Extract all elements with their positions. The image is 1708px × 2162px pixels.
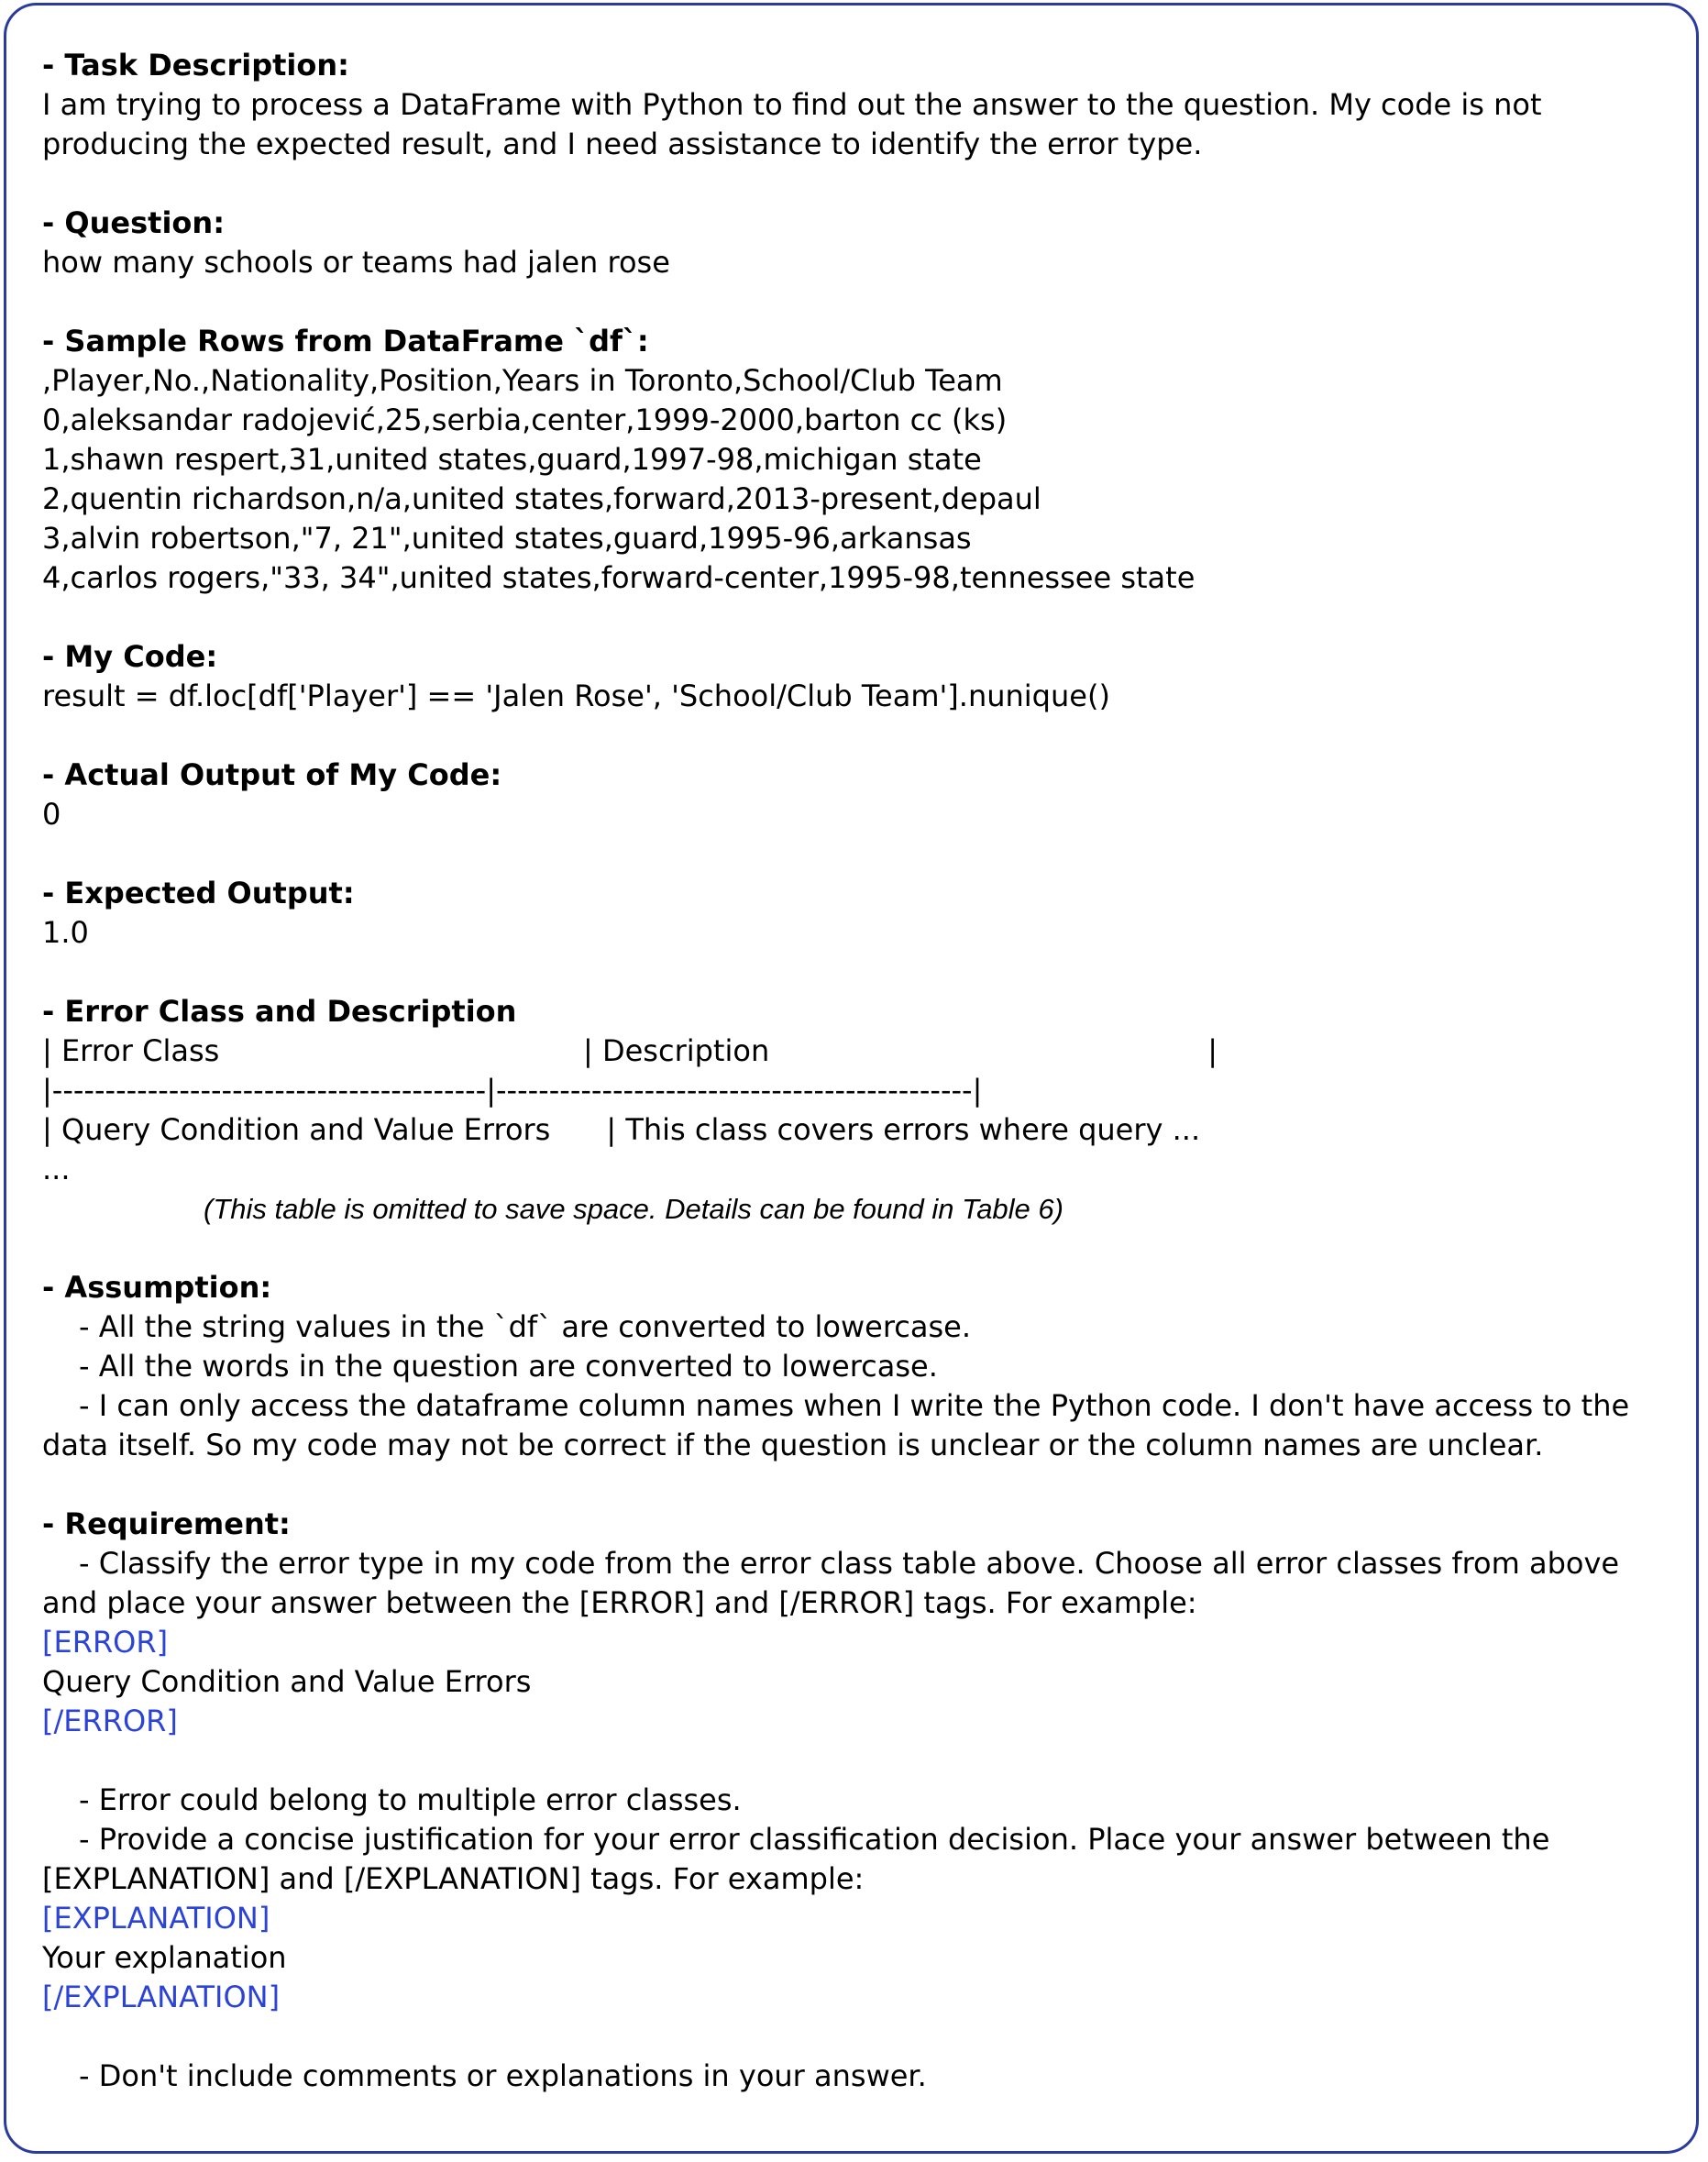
sample-row: 2,quentin richardson,n/a,united states,forward,2013-present,depaul [42,481,1041,516]
error-example: Query Condition and Value Errors [42,1664,532,1699]
explanation-example: Your explanation [42,1940,287,1975]
error-table-line: | Query Condition and Value Errors | This class covers errors where query ... [42,1112,1201,1147]
error-table-note: (This table is omitted to save space. Details can be found in Table 6) [204,1193,1063,1225]
error-table-line: ... [42,1152,71,1186]
requirement-item: - Error could belong to multiple error classes. [79,1782,742,1817]
sample-row: 4,carlos rogers,"33, 34",united states,forward-center,1995-98,tennessee state [42,560,1196,595]
sample-heading: - Sample Rows from DataFrame `df`: [42,324,649,358]
task-heading: - Task Description: [42,48,349,83]
requirement-item: - Provide a concise justification for your error classification decision. Place your answer between the [EXPLANATION] and [/EXPLANATION] tags. For example: [42,1822,1550,1896]
task-text: I am trying to process a DataFrame with Python to find out the answer to the question. My code is not producing the expected result, and I need assistance to identify the error type. [42,87,1542,161]
actual-text: 0 [42,797,61,832]
assumption-item: - All the words in the question are converted to lowercase. [79,1349,938,1384]
explanation-open-tag: [EXPLANATION] [42,1901,270,1936]
error-table-heading: - Error Class and Description [42,994,517,1029]
assumption-item: - All the string values in the `df` are converted to lowercase. [79,1309,971,1344]
error-open-tag: [ERROR] [42,1625,169,1660]
error-close-tag: [/ERROR] [42,1704,178,1738]
sample-row: 0,aleksandar radojević,25,serbia,center,1999-2000,barton cc (ks) [42,403,1008,437]
expected-text: 1.0 [42,915,89,950]
sample-row: ,Player,No.,Nationality,Position,Years in Toronto,School/Club Team [42,363,1003,398]
question-heading: - Question: [42,205,225,240]
sample-row: 3,alvin robertson,"7, 21",united states,guard,1995-96,arkansas [42,521,972,556]
assumption-heading: - Assumption: [42,1270,272,1305]
explanation-close-tag: [/EXPLANATION] [42,1980,281,2014]
code-text: result = df.loc[df['Player'] == 'Jalen Rose', 'School/Club Team'].nunique() [42,678,1110,713]
actual-heading: - Actual Output of My Code: [42,757,502,792]
prompt-content [42,46,1683,2096]
error-table-line: | Error Class | Description | [42,1033,1218,1068]
code-heading: - My Code: [42,639,218,674]
sample-row: 1,shawn respert,31,united states,guard,1997-98,michigan state [42,442,982,477]
error-table-line: |-----------------------------------------|---------------------------------------------| [42,1073,983,1108]
assumption-item: - I can only access the dataframe column names when I write the Python code. I don't have access to the data itself. So my code may not be correct if the question is unclear or the column names are unclear. [42,1388,1630,1462]
requirement-item: - Classify the error type in my code from the error class table above. Choose all error classes from above and place your answer between the [ERROR] and [/ERROR] tags. For example: [42,1546,1620,1620]
requirement-heading: - Requirement: [42,1506,291,1541]
requirement-item: - Don't include comments or explanations in your answer. [79,2058,927,2093]
expected-heading: - Expected Output: [42,876,355,910]
question-text: how many schools or teams had jalen rose [42,245,670,280]
